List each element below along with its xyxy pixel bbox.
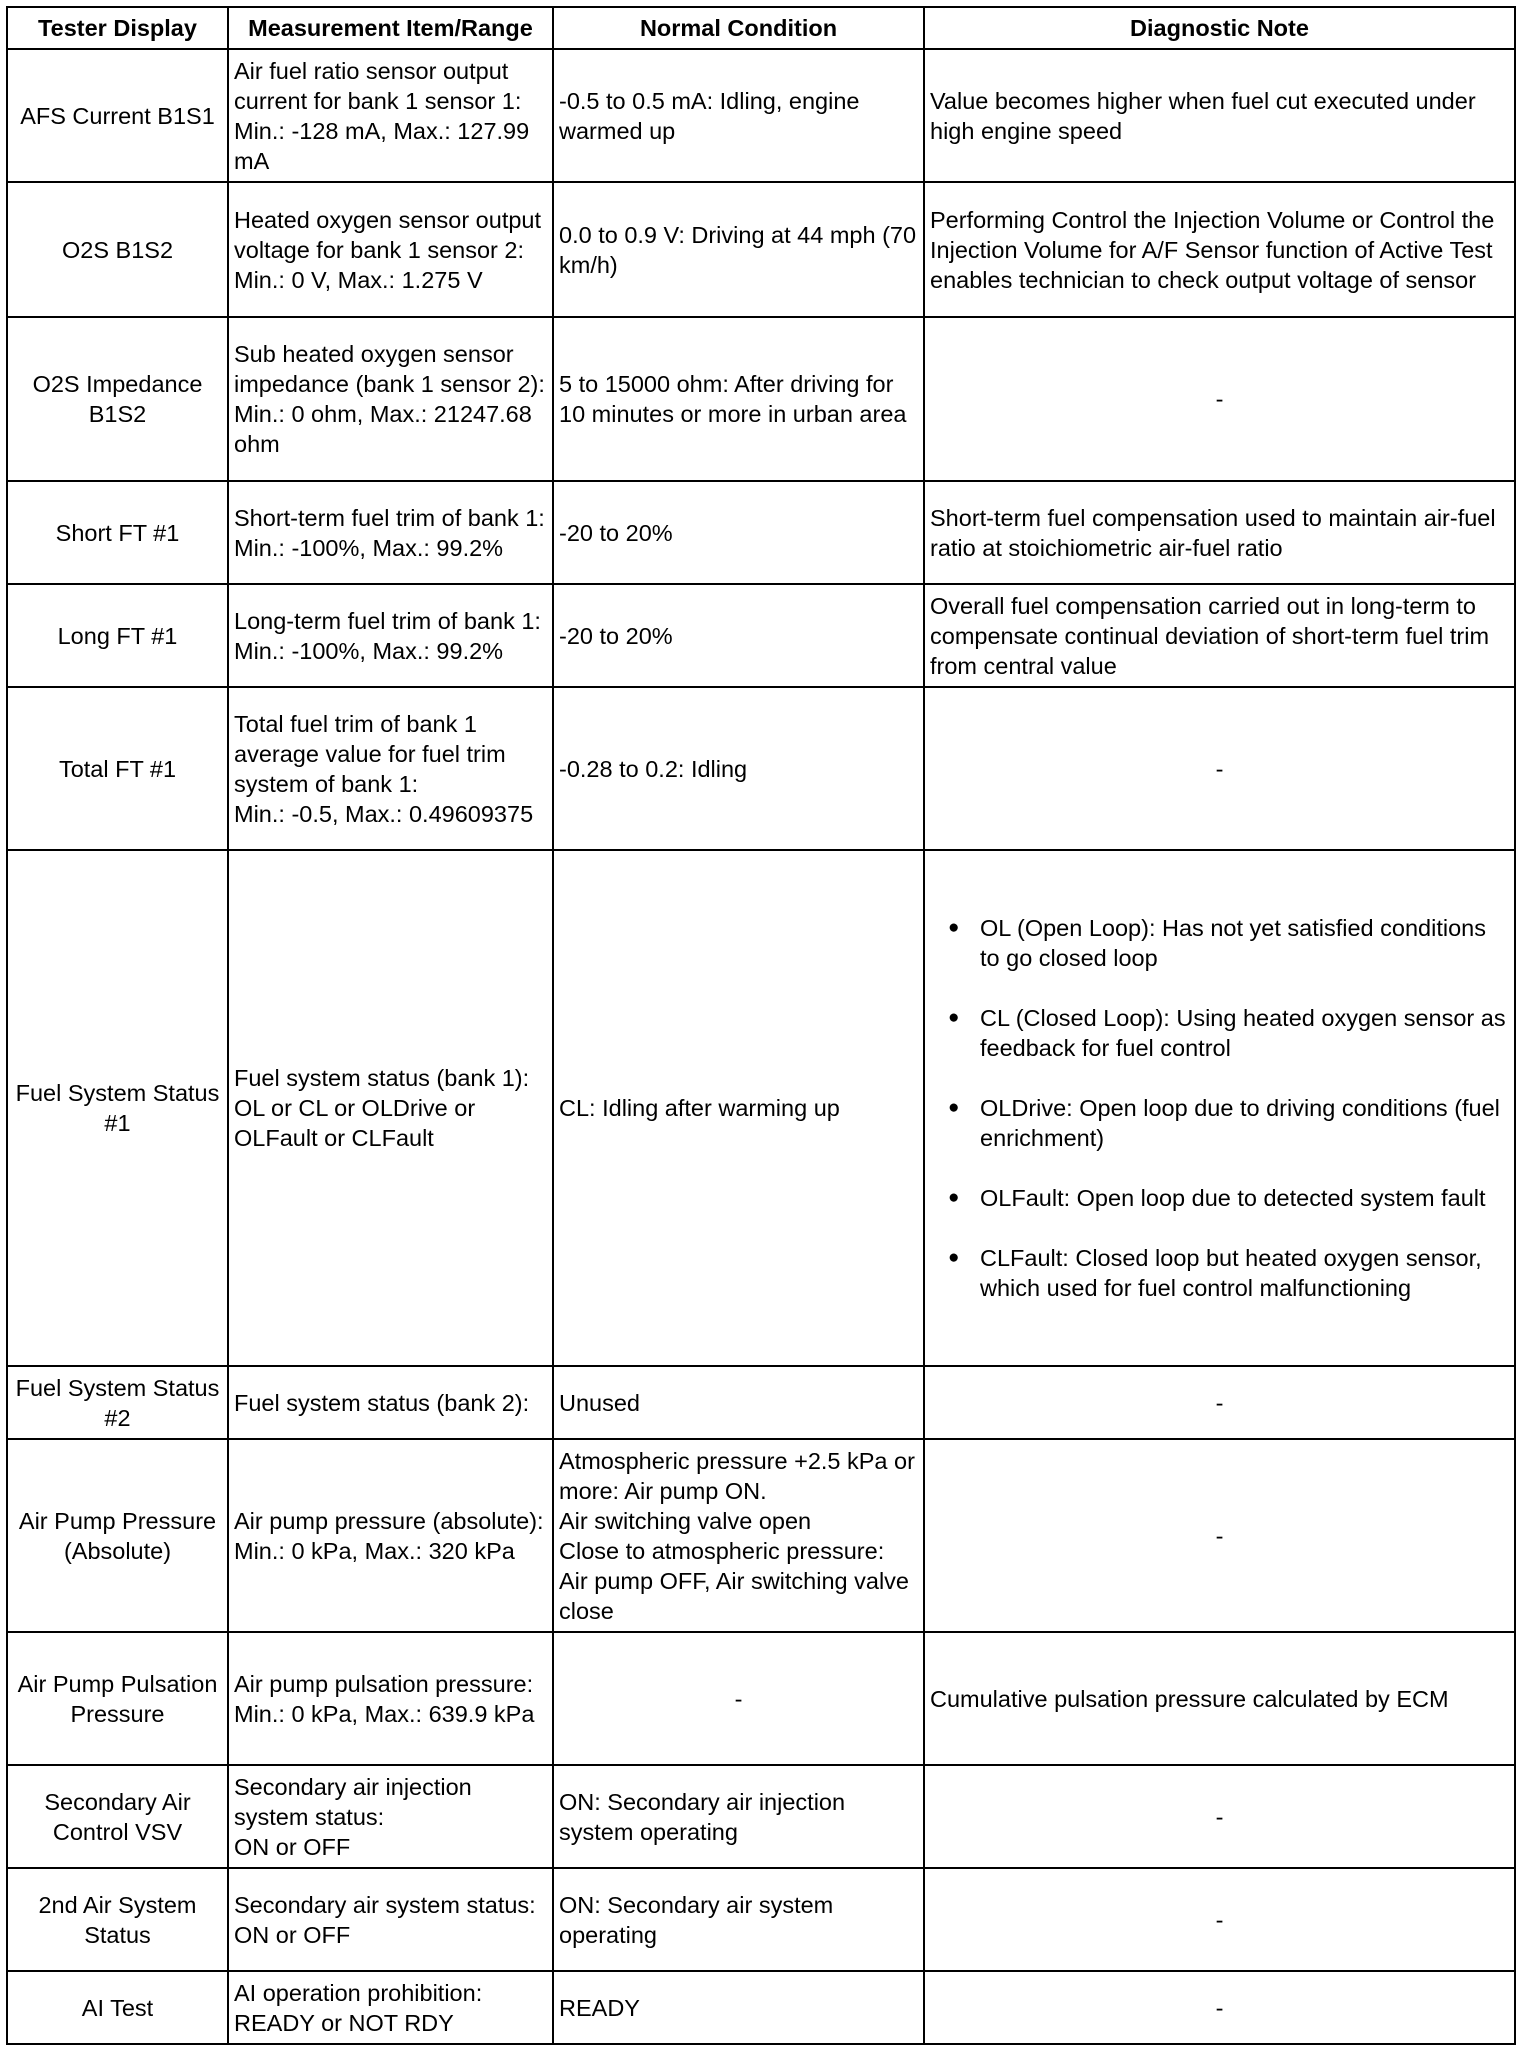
normal-condition-cell: CL: Idling after warming up <box>553 850 924 1366</box>
measurement-cell: Secondary air injection system status: ON or OFF <box>228 1765 553 1868</box>
measurement-cell: Sub heated oxygen sensor impedance (bank 1 sensor 2): Min.: 0 ohm, Max.: 21247.68 ohm <box>228 317 553 481</box>
measurement-cell: Short-term fuel trim of bank 1: Min.: -100%, Max.: 99.2% <box>228 481 553 584</box>
diagnostic-note-cell: - <box>924 317 1515 481</box>
measurement-cell: Total fuel trim of bank 1 average value for fuel trim system of bank 1: Min.: -0.5, Max.: 0.49609375 <box>228 687 553 850</box>
measurement-cell: Air pump pulsation pressure: Min.: 0 kPa, Max.: 639.9 kPa <box>228 1632 553 1765</box>
normal-condition-cell: READY <box>553 1971 924 2044</box>
table-row <box>7 49 1515 182</box>
header-measurement-item: Measurement Item/Range <box>228 7 553 49</box>
diagnostic-note-cell: Value becomes higher when fuel cut executed under high engine speed <box>924 49 1515 182</box>
table-row <box>7 1868 1515 1971</box>
diagnostic-note-cell: - <box>924 1971 1515 2044</box>
normal-condition-cell: -20 to 20% <box>553 481 924 584</box>
table-row <box>7 687 1515 850</box>
bullet-item: ● CL (Closed Loop): Using heated oxygen sensor as feedback for fuel control <box>930 1003 1509 1063</box>
tester-display-cell: Short FT #1 <box>7 481 228 584</box>
tester-display-cell: AFS Current B1S1 <box>7 49 228 182</box>
table-row <box>7 1632 1515 1765</box>
measurement-cell: Heated oxygen sensor output voltage for bank 1 sensor 2: Min.: 0 V, Max.: 1.275 V <box>228 182 553 317</box>
diagnostic-note-cell <box>924 850 1515 1366</box>
diagnostic-note-cell: - <box>924 687 1515 850</box>
measurement-cell: Air fuel ratio sensor output current for bank 1 sensor 1: Min.: -128 mA, Max.: 127.99 mA <box>228 49 553 182</box>
diagnostic-note-cell: Cumulative pulsation pressure calculated by ECM <box>924 1632 1515 1765</box>
tester-display-cell: Long FT #1 <box>7 584 228 687</box>
normal-condition-cell: ON: Secondary air system operating <box>553 1868 924 1971</box>
tester-display-cell: AI Test <box>7 1971 228 2044</box>
header-diagnostic-note: Diagnostic Note <box>924 7 1515 49</box>
header-normal-condition: Normal Condition <box>553 7 924 49</box>
normal-condition-cell: 5 to 15000 ohm: After driving for 10 minutes or more in urban area <box>553 317 924 481</box>
measurement-cell: Fuel system status (bank 2): <box>228 1366 553 1439</box>
table-row <box>7 584 1515 687</box>
tester-display-cell: Fuel System Status #1 <box>7 850 228 1366</box>
normal-condition-cell: Unused <box>553 1366 924 1439</box>
diagnostic-note-cell: Overall fuel compensation carried out in long-term to compensate continual deviation of short-term fuel trim from central value <box>924 584 1515 687</box>
table-row <box>7 317 1515 481</box>
measurement-cell: Long-term fuel trim of bank 1: Min.: -100%, Max.: 99.2% <box>228 584 553 687</box>
fuel-status-bullet-list <box>930 883 1509 1333</box>
table-row <box>7 1439 1515 1632</box>
normal-condition-cell: - <box>553 1632 924 1765</box>
table-row <box>7 1366 1515 1439</box>
normal-condition-cell: Atmospheric pressure +2.5 kPa or more: Air pump ON. Air switching valve open Close to atmospheric pressure: Air pump OFF, Air switching valve close <box>553 1439 924 1632</box>
table-row <box>7 182 1515 317</box>
measurement-cell: Air pump pressure (absolute): Min.: 0 kPa, Max.: 320 kPa <box>228 1439 553 1632</box>
diagnostic-note-cell: - <box>924 1868 1515 1971</box>
diagnostic-note-cell: Short-term fuel compensation used to maintain air-fuel ratio at stoichiometric air-fuel ratio <box>924 481 1515 584</box>
diagnostic-note-cell: - <box>924 1439 1515 1632</box>
bullet-item: ● OLFault: Open loop due to detected system fault <box>930 1183 1509 1213</box>
table-row <box>7 481 1515 584</box>
tester-display-cell: Fuel System Status #2 <box>7 1366 228 1439</box>
normal-condition-cell: ON: Secondary air injection system operating <box>553 1765 924 1868</box>
table-row <box>7 850 1515 1366</box>
normal-condition-cell: -20 to 20% <box>553 584 924 687</box>
measurement-cell: Fuel system status (bank 1): OL or CL or OLDrive or OLFault or CLFault <box>228 850 553 1366</box>
tester-display-cell: 2nd Air System Status <box>7 1868 228 1971</box>
table-header-row <box>7 7 1515 49</box>
bullet-item: ● CLFault: Closed loop but heated oxygen sensor, which used for fuel control malfunctioning <box>930 1243 1509 1303</box>
table-row <box>7 1765 1515 1868</box>
measurement-cell: Secondary air system status: ON or OFF <box>228 1868 553 1971</box>
normal-condition-cell: -0.5 to 0.5 mA: Idling, engine warmed up <box>553 49 924 182</box>
bullet-item: ● OLDrive: Open loop due to driving conditions (fuel enrichment) <box>930 1093 1509 1153</box>
table-row <box>7 1971 1515 2044</box>
tester-display-cell: Air Pump Pressure (Absolute) <box>7 1439 228 1632</box>
measurement-cell: AI operation prohibition: READY or NOT RDY <box>228 1971 553 2044</box>
diagnostic-data-table <box>6 6 1516 2045</box>
normal-condition-cell: 0.0 to 0.9 V: Driving at 44 mph (70 km/h) <box>553 182 924 317</box>
diagnostic-note-cell: Performing Control the Injection Volume or Control the Injection Volume for A/F Sensor function of Active Test enables technician to check output voltage of sensor <box>924 182 1515 317</box>
diagnostic-note-cell: - <box>924 1366 1515 1439</box>
header-tester-display: Tester Display <box>7 7 228 49</box>
normal-condition-cell: -0.28 to 0.2: Idling <box>553 687 924 850</box>
tester-display-cell: Secondary Air Control VSV <box>7 1765 228 1868</box>
tester-display-cell: Air Pump Pulsation Pressure <box>7 1632 228 1765</box>
diagnostic-note-cell: - <box>924 1765 1515 1868</box>
tester-display-cell: O2S Impedance B1S2 <box>7 317 228 481</box>
tester-display-cell: O2S B1S2 <box>7 182 228 317</box>
tester-display-cell: Total FT #1 <box>7 687 228 850</box>
bullet-item: ● OL (Open Loop): Has not yet satisfied conditions to go closed loop <box>930 913 1509 973</box>
